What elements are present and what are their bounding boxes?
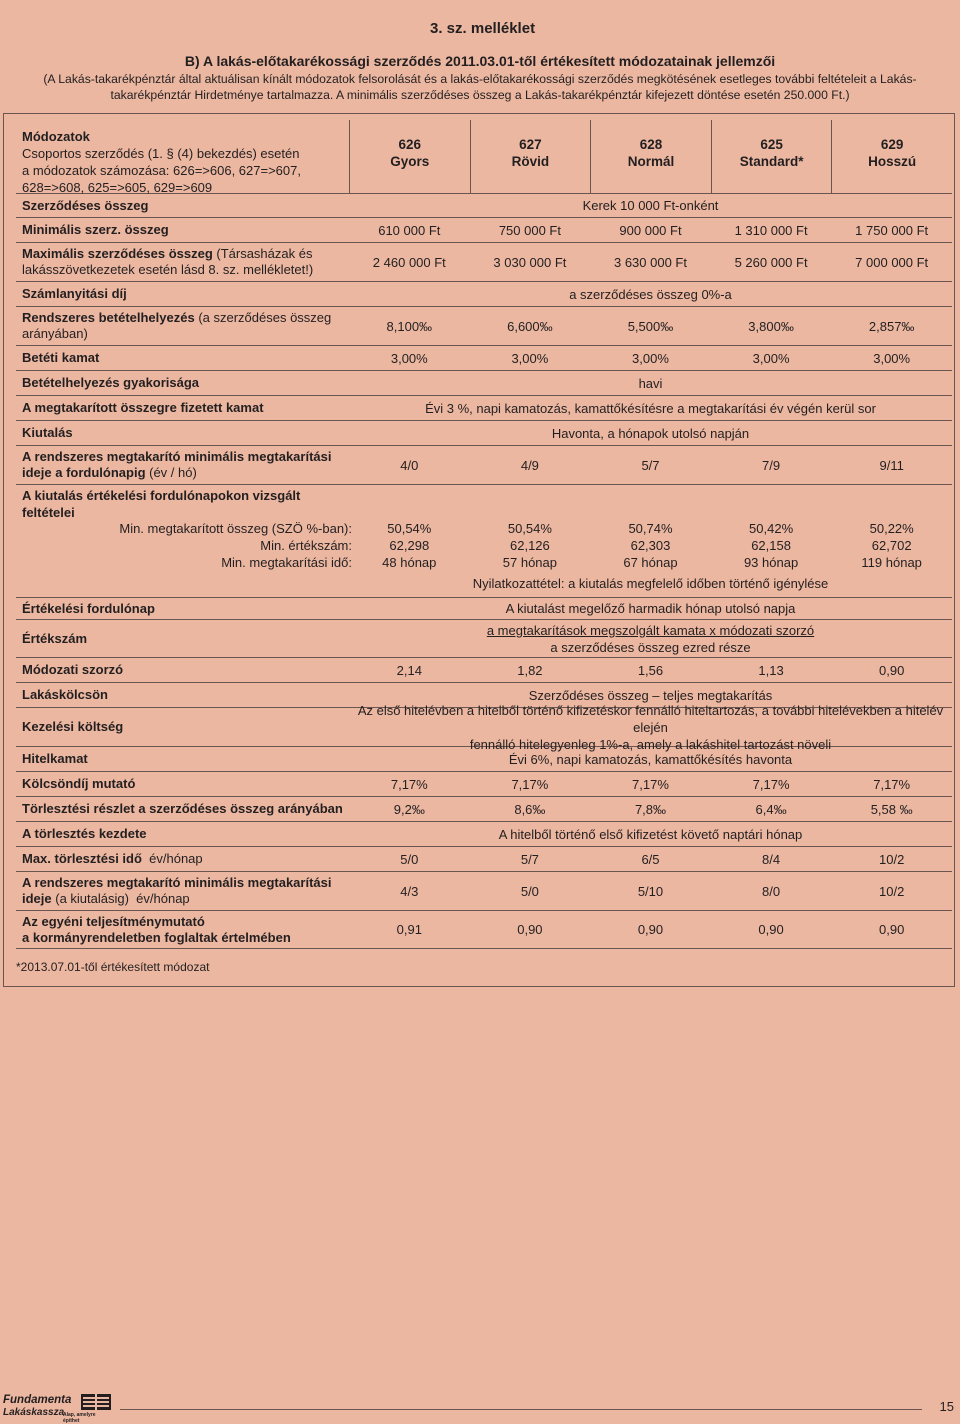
value-cell: 5,500‰ [627, 318, 674, 334]
header-note-line1: Csoportos szerződés (1. § (4) bekezdés) esetén [22, 146, 300, 161]
metric-values [349, 538, 952, 553]
value-cell: 5 260 000 Ft [734, 254, 808, 270]
row-performance-indicator [16, 911, 952, 949]
row-value: Szerződéses összeg – teljes megtakarítás [528, 687, 773, 703]
value-cell: 50,74% [628, 521, 673, 536]
header-title: Módozatok [22, 129, 90, 144]
metric-row [16, 538, 952, 555]
header-columns [349, 120, 952, 193]
row-label-bold: Max. törlesztési idő [22, 851, 142, 866]
value-cell: 900 000 Ft [619, 222, 682, 238]
row-value: Havonta, a hónapok utolsó napján [551, 425, 750, 441]
value-cell: 5,58 ‰ [870, 801, 913, 817]
value-cell: 8,6‰ [514, 801, 546, 817]
metric-values [349, 521, 952, 536]
value-cell: 2 460 000 Ft [372, 254, 446, 270]
row-label-bold-1: A rendszeres megtakarító minimális megtakarítási [22, 449, 332, 464]
row-label-bold-1: A rendszeres megtakarító minimális megtakarítási [22, 875, 332, 890]
row-label [22, 446, 352, 484]
declaration-text: Nyilatkozattétel: a kiutalás megfelelő időben történő igénylése [472, 576, 829, 591]
row-label-bold: Maximális szerződéses összeg [22, 246, 213, 261]
row-label-rest: (a szerződéses összeg arányában) [22, 310, 332, 341]
row-values [349, 872, 952, 910]
row-label-rest: év/hónap [141, 851, 203, 866]
metric-row [16, 521, 952, 538]
row-savings-interest [16, 396, 952, 421]
row-repayment-start [16, 822, 952, 847]
row-value: A hitelből történő első kifizetést követő naptári hónap [498, 826, 803, 842]
value-cell: 3 630 000 Ft [613, 254, 687, 270]
row-label-bold: Rendszeres betételhelyezés [22, 310, 195, 325]
value-cell: 5/7 [520, 851, 539, 867]
value-cell: 3,00% [511, 350, 549, 366]
value-cell: 93 hónap [743, 555, 799, 570]
value-cell: 1,13 [758, 662, 784, 678]
row-max-amount [16, 243, 952, 282]
value-cell: 2,857‰ [868, 318, 915, 334]
value-cell: 750 000 Ft [498, 222, 561, 238]
value-cell: 4/3 [400, 883, 419, 899]
value-cell: 67 hónap [623, 555, 678, 570]
intro-text: (A Lakás-takarékpénztár által aktuálisan kínált módozatok felsorolását és a lakás-előtakarékossági szerződés megkötésének esetleges további feltételeit a Lakás-takarékpénztár Hirdetménye tartalmazza. A minimális szerződéses összeg a Lakás-takarékpénztár kifejezett döntése esetén 250.000 Ft.) [43, 72, 917, 102]
value-cell: 7,17% [390, 776, 428, 792]
row-label [22, 307, 352, 345]
row-value: Évi 3 %, napi kamatozás, kamattőkésítésre a megtakarítási év végén kerül sor [425, 400, 876, 416]
value-cell: 7,17% [873, 776, 911, 792]
value-cell: 3,00% [390, 350, 428, 366]
value-cell: 10/2 [879, 883, 905, 899]
logo-word1: Fundamenta [3, 1394, 72, 1406]
value-cell: 9,2‰ [393, 801, 425, 817]
page-heading: B) A lakás-előtakarékossági szerződés 2011.03.01-től értékesített módozatainak jellemzői [184, 53, 776, 69]
row-label: Értékszám [22, 630, 88, 646]
value-cell: 0,90 [637, 922, 664, 937]
row-label-rest: (Társasházak és lakásszövetkezetek esetén lásd 8. sz. mellékletet!) [22, 246, 314, 277]
value-cell: 57 hónap [502, 555, 557, 570]
metric-row [16, 555, 952, 572]
header-note-line2: a módozatok számozása: 626=>606, 627=>607, [22, 163, 301, 178]
row-label-bold-2: ideje a fordulónapig [22, 465, 146, 480]
value-cell: 5/10 [637, 883, 664, 899]
value-cell: 3,800‰ [748, 318, 794, 334]
value-cell: 62,158 [751, 538, 791, 553]
row-label: Értékelési fordulónap [22, 600, 155, 616]
value-cell: 10/2 [879, 851, 905, 867]
row-label-bold-2: ideje [22, 891, 52, 906]
formula-numerator: a megtakarítások megszolgált kamata x módozati szorzó [486, 622, 815, 638]
row-contract-amount [16, 194, 952, 218]
logo-mark-icon [81, 1394, 111, 1410]
metric-label: Min. értékszám: [260, 538, 352, 553]
header-note-line3: 628=>608, 625=>605, 629=>609 [22, 180, 213, 195]
row-deposit-frequency [16, 371, 952, 396]
row-label: Kiutalás [22, 425, 73, 440]
row-loan-indicator [16, 772, 952, 797]
column-626 [349, 120, 470, 193]
row-repayment-ratio [16, 797, 952, 822]
value-cell: 8/4 [762, 851, 781, 867]
value-cell: 9/11 [879, 457, 904, 473]
row-label: Módozati szorzó [22, 662, 124, 677]
row-payout [16, 421, 952, 446]
row-label-line2: a kormányrendeletben foglaltak értelmében [22, 929, 291, 945]
value-cell: 50,22% [869, 521, 914, 536]
value-cell: 62,298 [389, 538, 430, 553]
value-cell: 7,17% [752, 776, 790, 792]
row-value: Évi 6%, napi kamatozás, kamattőkésítés havonta [508, 751, 793, 767]
row-values [349, 658, 952, 682]
row-label: Szerződéses összeg [22, 197, 149, 213]
row-label: Hitelkamat [22, 751, 88, 766]
row-eval-number [16, 620, 952, 658]
row-values [349, 772, 952, 796]
value-line2: fennálló hitelegyenleg 1%-a, amely a lakáshitel tartozást növeli [469, 736, 832, 752]
row-label: Betéti kamat [22, 350, 100, 365]
column-code: 627 [519, 137, 542, 152]
column-code: 626 [398, 137, 422, 152]
row-account-fee [16, 282, 952, 307]
value-cell: 0,90 [758, 922, 784, 937]
column-name: Gyors [390, 154, 430, 169]
row-label-line1: A kiutalás értékelési fordulónapokon vizsgált [22, 488, 301, 503]
value-cell: 6/5 [641, 851, 660, 867]
row-values [349, 243, 952, 281]
value-cell: 2,14 [396, 662, 422, 678]
value-cell: 8/0 [762, 883, 781, 899]
value-cell: 1 310 000 Ft [734, 222, 808, 238]
row-handling-cost [16, 702, 952, 752]
value-cell: 50,54% [507, 521, 552, 536]
column-name: Standard* [739, 154, 804, 169]
column-625 [711, 120, 832, 193]
row-value: havi [638, 375, 663, 391]
value-cell: 62,702 [871, 538, 912, 553]
row-regular-deposit [16, 307, 952, 346]
row-value: Kerek 10 000 Ft-onként [582, 198, 719, 213]
metric-label: Min. megtakarítási idő: [221, 555, 352, 570]
column-628 [590, 120, 711, 193]
value-cell: 48 hónap [382, 555, 437, 570]
annex-label: 3. sz. melléklet [430, 20, 536, 37]
row-label: Betételhelyezés gyakorisága [22, 375, 200, 390]
column-name: Normál [627, 154, 675, 169]
value-cell: 3,00% [873, 350, 911, 366]
row-values [349, 218, 952, 242]
row-label: A megtakarított összegre fizetett kamat [22, 400, 264, 415]
value-cell: 3 030 000 Ft [493, 254, 567, 270]
row-min-saving-to-payout [16, 872, 952, 911]
value-cell: 7,17% [632, 776, 669, 792]
value-cell: 7,8‰ [634, 801, 667, 817]
value-cell: 7,17% [511, 776, 549, 792]
column-code: 629 [880, 137, 904, 152]
row-label: Törlesztési részlet a szerződéses összeg arányában [22, 801, 343, 816]
value-cell: 50,54% [387, 521, 432, 536]
page-line [120, 1409, 922, 1410]
value-cell: 62,303 [630, 538, 671, 553]
value-cell: 1,56 [637, 662, 664, 678]
row-value: a szerződéses összeg 0%-a [569, 286, 732, 302]
footnote: *2013.07.01-től értékesített módozat [16, 960, 210, 974]
row-label-line1: Az egyéni teljesítménymutató [22, 913, 205, 929]
row-payout-conditions [16, 485, 952, 598]
value-cell: 610 000 Ft [378, 222, 441, 238]
row-loan-rate [16, 747, 952, 772]
row-label [22, 487, 300, 521]
row-multiplier [16, 658, 952, 683]
header-row [16, 120, 952, 194]
table-frame [3, 113, 955, 987]
value-cell: 1 750 000 Ft [855, 222, 929, 238]
value-cell: 3,00% [632, 350, 669, 366]
row-label: Minimális szerz. összeg [22, 222, 169, 237]
value-cell: 7/9 [762, 457, 781, 473]
metric-values [349, 555, 952, 570]
logo-word2: Lakáskassza [3, 1407, 65, 1418]
value-cell: 50,42% [749, 521, 794, 536]
row-label: Kezelési költség [22, 719, 124, 734]
row-values [349, 446, 952, 484]
row-label [22, 847, 352, 871]
logo-tagline: Alap, amelyre építhet [63, 1412, 96, 1424]
row-label-rest: (a kiutalásig) év/hónap [51, 891, 190, 906]
page-number: 15 [939, 1399, 954, 1414]
column-629 [831, 120, 952, 193]
row-values [349, 911, 952, 948]
column-627 [470, 120, 591, 193]
value-cell: 4/0 [400, 457, 419, 473]
row-label: Számlanyitási díj [22, 286, 127, 301]
value-cell: 4/9 [520, 457, 539, 473]
row-value [349, 702, 952, 752]
value-cell: 7 000 000 Ft [855, 254, 929, 270]
row-values [349, 847, 952, 871]
value-cell: 119 hónap [861, 555, 922, 570]
value-cell: 6,4‰ [755, 801, 787, 817]
row-eval-date [16, 598, 952, 620]
row-value [349, 620, 952, 657]
value-cell: 6,600‰ [507, 318, 553, 334]
column-code: 625 [760, 137, 783, 152]
value-cell: 1,82 [517, 662, 543, 678]
fundamenta-logo [3, 1394, 113, 1424]
row-label-line2: feltételei [22, 505, 75, 520]
header-label [22, 128, 301, 196]
row-label: Kölcsöndíj mutató [22, 776, 136, 791]
value-cell: 5/7 [641, 457, 660, 473]
row-min-saving-time [16, 446, 952, 485]
value-line1: Az első hitelévben a hitelből történő kifizetéskor fennálló hiteltartozás, a további hitelévekben a hitelév elején [357, 702, 944, 735]
row-label [22, 243, 352, 281]
row-label [22, 911, 352, 948]
row-label-rest: (év / hó) [145, 465, 197, 480]
value-cell: 3,00% [752, 350, 790, 366]
value-cell: 5/0 [400, 851, 419, 867]
value-cell: 62,126 [510, 538, 550, 553]
row-values [349, 346, 952, 370]
row-label: A törlesztés kezdete [22, 826, 147, 841]
metric-label: Min. megtakarított összeg (SZÖ %-ban): [119, 521, 352, 536]
formula-denominator: a szerződéses összeg ezred része [550, 639, 751, 655]
column-name: Hosszú [868, 154, 917, 169]
column-code: 628 [639, 137, 663, 152]
row-min-amount [16, 218, 952, 243]
row-max-repayment-time [16, 847, 952, 872]
value-cell: 0,90 [879, 922, 905, 937]
value-cell: 5/0 [520, 883, 539, 899]
row-values [349, 797, 952, 821]
column-name: Rövid [511, 154, 550, 169]
value-cell: 0,90 [879, 662, 905, 678]
row-value: A kiutalást megelőző harmadik hónap utolsó napja [505, 601, 796, 616]
row-values [349, 307, 952, 345]
value-cell: 0,91 [396, 922, 422, 937]
row-label: Lakáskölcsön [22, 687, 108, 702]
row-label [22, 872, 352, 910]
row-deposit-rate [16, 346, 952, 371]
value-cell: 8,100‰ [386, 318, 433, 334]
value-cell: 0,90 [517, 922, 543, 937]
